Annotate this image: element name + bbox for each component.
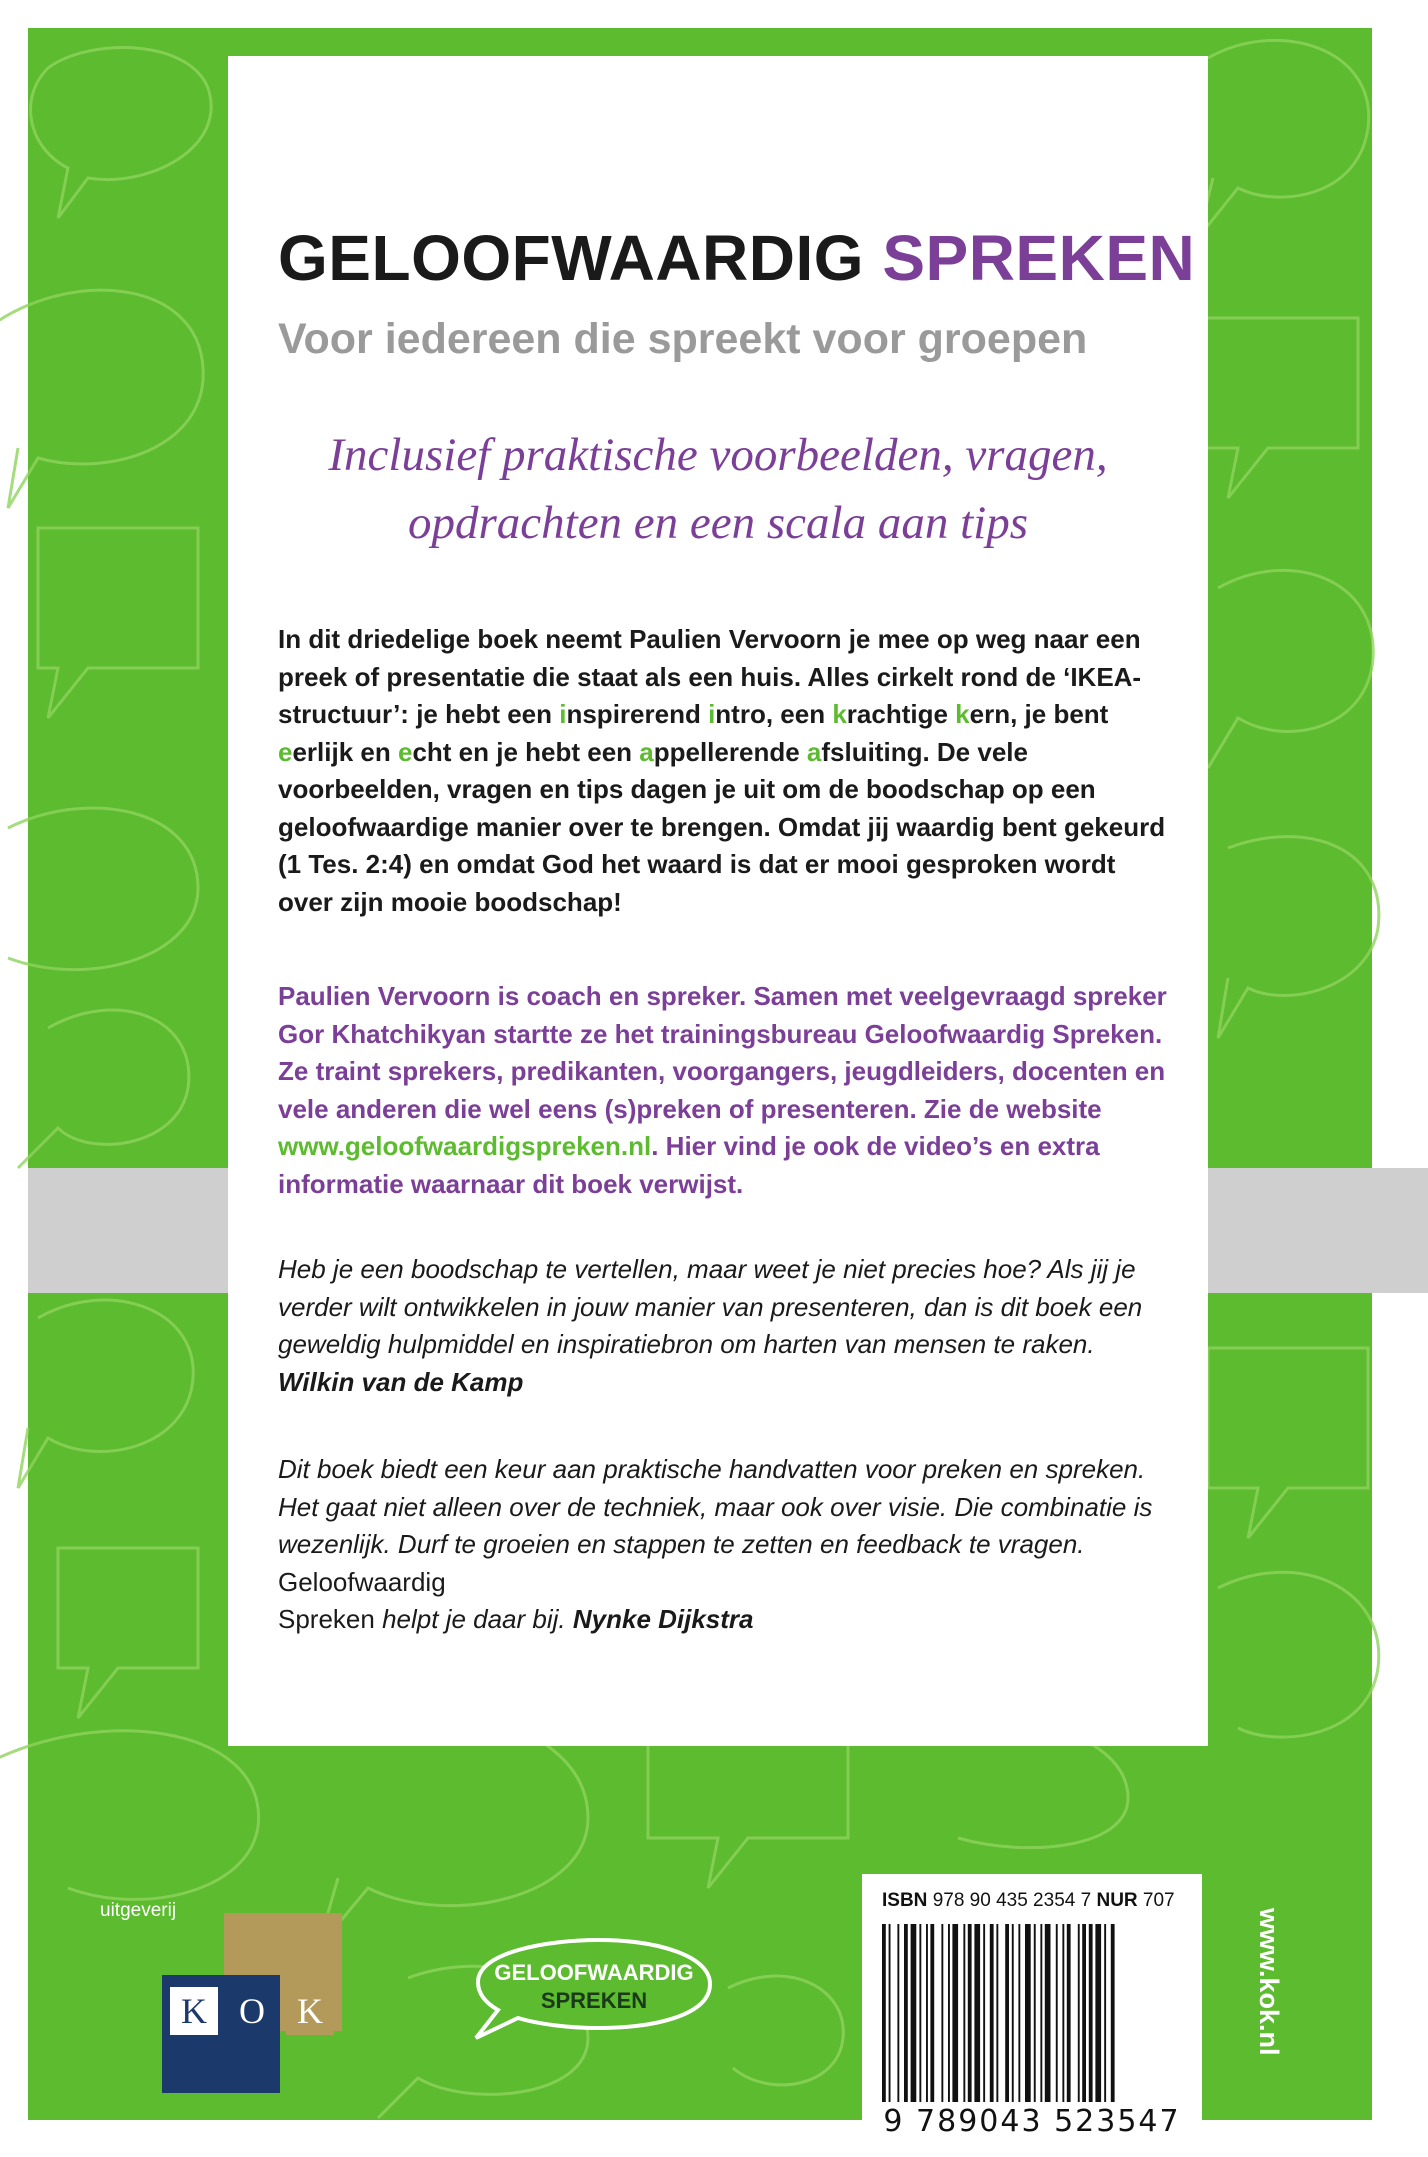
quote-text: Dit boek biedt een keur aan praktische handvatten voor preken en spreken. Het gaat niet alleen over de techniek, maar ook over visie. Die combinatie is wezenlijk. Durf te groeien en stappen te zetten en feedback te vragen.	[278, 1454, 1153, 1559]
ikea-letter: i	[559, 699, 567, 729]
ikea-letter: k	[832, 699, 847, 729]
barcode-bar	[1056, 1924, 1058, 2102]
cover-background	[28, 28, 1372, 2139]
logo-text-line-1: GELOOFWAARDIG	[494, 1960, 694, 1985]
publisher-label: uitgeverij	[100, 1900, 177, 1921]
grey-band-left	[28, 1168, 228, 1293]
barcode-bar	[930, 1924, 934, 2102]
barcode-bar	[1045, 1924, 1051, 2102]
barcode-bar	[882, 1924, 886, 2102]
book-subtitle: Voor iedereen die spreekt voor groepen	[278, 315, 1088, 363]
isbn-value: 978 90 435 2354 7	[932, 1890, 1092, 1911]
barcode-bar	[1111, 1924, 1115, 2102]
quote-text: Heb je een boodschap te vertellen, maar weet je niet precies hoe? Als jij je verder wilt ontwikkelen in jouw manier van presenteren, dan is dit boek een geweldig hulpmiddel en inspiratiebron om harten van mensen te raken.	[278, 1254, 1143, 1359]
intro-text: cht en je hebt een	[412, 736, 640, 767]
back-cover-text-panel	[228, 56, 1208, 1746]
barcode-bar	[919, 1924, 921, 2102]
tagline	[268, 421, 1168, 557]
logo-text-line-2: SPREKEN	[540, 1988, 648, 2013]
barcode-bar	[983, 1924, 985, 2102]
barcode-bar	[1078, 1924, 1080, 2102]
barcode-bar	[996, 1924, 998, 2102]
ikea-letter: e	[397, 736, 413, 767]
book-title	[278, 222, 1196, 294]
barcode-bar	[948, 1924, 950, 2102]
geloofwaardig-spreken-logo	[458, 1932, 728, 2042]
barcode-bar	[1089, 1924, 1093, 2102]
website-link[interactable]: www.geloofwaardigspreken.nl	[278, 1131, 652, 1161]
grey-band-right	[1208, 1168, 1428, 1293]
isbn-label: ISBN	[882, 1890, 928, 1911]
barcode-bar	[1025, 1924, 1031, 2102]
barcode-bar	[897, 1924, 899, 2102]
publisher-website: www.kok.nl	[1254, 1908, 1284, 2056]
ikea-letter: a	[639, 736, 654, 767]
intro-text: ppellerende	[653, 736, 807, 767]
kok-letter-k: K	[181, 1991, 207, 2031]
intro-paragraph	[278, 621, 1168, 921]
intro-text: fsluiting. De vele voorbeelden, vragen en tips dagen je uit om de boodschap op een geloofwaardige manier over te brengen. Omdat jij waardig bent gekeurd (1 Tes. 2:4) en omdat God het waard is dat er mooi gesproken wordt over zijn mooie boodschap!	[278, 736, 1166, 917]
kok-publisher-logo	[162, 1913, 342, 2093]
endorsement-quote-1	[278, 1251, 1168, 1401]
isbn-line	[882, 1890, 1175, 1912]
isbn-barcode-box	[862, 1874, 1202, 2146]
intro-text: nspirerend	[566, 699, 709, 729]
author-bio-text: . Hier vind je ook de video’s en extra informatie waarnaar dit boek verwijst.	[278, 1131, 1100, 1199]
barcode-bar	[974, 1924, 980, 2102]
barcode-digits: 9 789043 523547	[883, 2104, 1181, 2139]
intro-text: erlijk en	[292, 736, 398, 767]
intro-text: In dit driedelige boek neemt Paulien Vervoorn je mee op weg naar een preek of presentatie die staat als een huis. Alles cirkelt rond de ‘IKEA-structuur’: je hebt een	[278, 624, 1142, 729]
barcode-bar	[941, 1924, 943, 2102]
quote-book-title: Spreken	[278, 1604, 375, 1634]
kok-letter-k: K	[297, 1991, 323, 2031]
intro-text: rachtige	[846, 699, 956, 729]
barcode-bar	[1062, 1924, 1064, 2102]
barcode-bar	[904, 1924, 908, 2102]
barcode-bar	[889, 1924, 891, 2102]
barcode-bar	[968, 1924, 972, 2102]
ikea-letter: k	[955, 699, 970, 729]
quote-book-title: Geloofwaardig	[278, 1566, 446, 1597]
nur-value: 707	[1142, 1890, 1175, 1911]
barcode-bar	[1034, 1924, 1036, 2102]
barcode-bar	[1082, 1924, 1086, 2102]
ikea-letter: i	[708, 699, 716, 729]
title-part-2: SPREKEN	[882, 222, 1196, 294]
barcode-bar	[990, 1924, 994, 2102]
kok-letter-o: O	[239, 1991, 265, 2031]
barcode-bar	[1067, 1924, 1071, 2102]
barcode-bar	[1095, 1924, 1101, 2102]
intro-text: ern, je bent	[969, 699, 1109, 729]
title-part-1: GELOOFWAARDIG	[278, 222, 865, 294]
tagline-line-1: Inclusief praktische voorbeelden, vragen,	[328, 429, 1108, 481]
barcode-bar	[1012, 1924, 1014, 2102]
barcode-bar	[1018, 1924, 1020, 2102]
barcode-bar	[1104, 1924, 1106, 2102]
barcode	[882, 1924, 1182, 2102]
barcode-bar	[1040, 1924, 1042, 2102]
quote-author: Wilkin van de Kamp	[278, 1366, 524, 1397]
author-bio-text: Paulien Vervoorn is coach en spreker. Samen met veelgevraagd spreker Gor Khatchikyan startte ze het trainingsbureau Geloofwaardig Spreken. Ze traint sprekers, predikanten, voorgangers, jeugdleiders, docenten en vele anderen die wel eens (s)preken of presenteren. Zie de website	[278, 981, 1167, 1124]
quote-text: helpt je daar bij.	[374, 1604, 573, 1634]
ikea-letter: a	[806, 736, 822, 767]
endorsement-quote-2	[278, 1451, 1168, 1639]
barcode-bar	[963, 1924, 965, 2102]
barcode-bar	[1005, 1924, 1009, 2102]
tagline-line-2: opdrachten en een scala aan tips	[407, 497, 1029, 549]
ikea-letter: e	[278, 736, 293, 767]
intro-text: ntro, een	[715, 699, 833, 729]
barcode-bar	[911, 1924, 917, 2102]
nur-label: NUR	[1096, 1890, 1138, 1911]
quote-author: Nynke Dijkstra	[572, 1604, 754, 1634]
author-bio	[278, 978, 1168, 1203]
barcode-bar	[952, 1924, 958, 2102]
barcode-bar	[926, 1924, 928, 2102]
